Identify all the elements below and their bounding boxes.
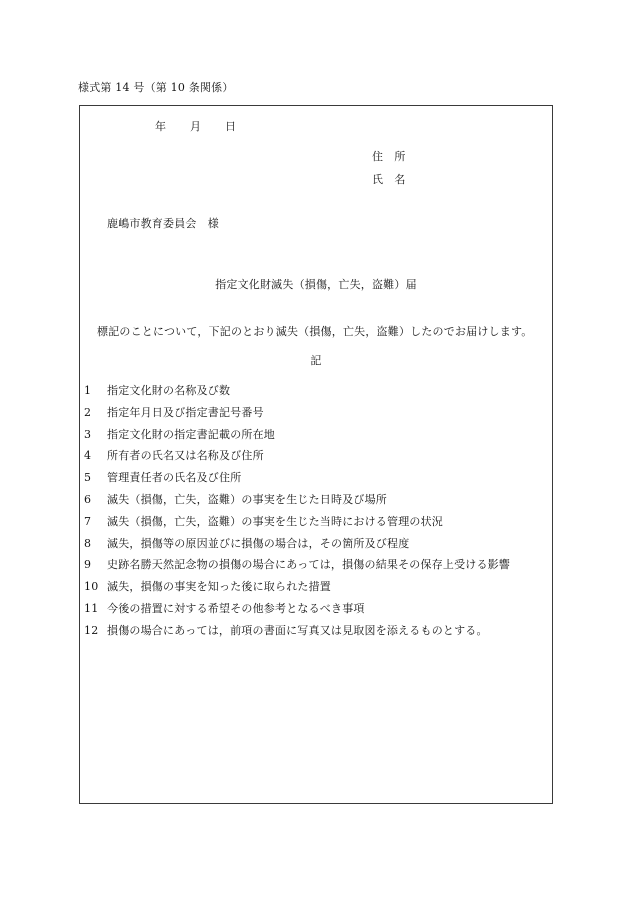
item-number: 1 <box>84 384 92 397</box>
item-number: 11 <box>84 601 99 615</box>
item-number: 9 <box>84 558 92 572</box>
list-item <box>80 402 552 424</box>
list-item <box>80 598 552 620</box>
item-number: 12 <box>84 623 99 637</box>
item-number: 7 <box>84 514 92 528</box>
form-number-header: 様式第 14 号（第 10 条関係） <box>78 81 234 94</box>
list-item <box>80 380 552 402</box>
item-text: 所有者の氏名又は名称及び住所 <box>107 449 264 463</box>
item-text: 今後の措置に対する希望その他参考となるべき事項 <box>107 601 365 615</box>
date-year-label: 年 <box>155 120 167 133</box>
particulars-list <box>80 380 552 642</box>
list-item <box>80 576 552 598</box>
item-number: 3 <box>84 427 92 441</box>
list-item <box>80 533 552 555</box>
name-label: 氏 名 <box>372 173 406 186</box>
list-item <box>80 467 552 489</box>
list-item <box>80 489 552 511</box>
item-text: 史跡名勝天然記念物の損傷の場合にあっては，損傷の結果その保存上受ける影響 <box>107 558 511 572</box>
item-number: 10 <box>84 580 99 594</box>
item-number: 2 <box>84 405 92 419</box>
item-text: 管理責任者の氏名及び住所 <box>107 471 242 485</box>
form-box <box>79 105 553 804</box>
item-text: 損傷の場合にあっては，前項の書面に写真又は見取図を添えるものとする。 <box>107 623 488 637</box>
address-label: 住 所 <box>372 150 406 163</box>
list-item <box>80 424 552 446</box>
item-text: 指定文化財の名称及び数 <box>107 384 231 397</box>
item-text: 指定年月日及び指定書記号番号 <box>107 405 264 419</box>
list-item <box>80 620 552 642</box>
date-day-label: 日 <box>225 120 237 133</box>
date-month-label: 月 <box>190 120 202 133</box>
document-title: 指定文化財滅失（損傷，亡失，盗難）届 <box>215 278 417 291</box>
list-item <box>80 554 552 576</box>
list-item <box>80 511 552 533</box>
item-text: 滅失（損傷，亡失，盗難）の事実を生じた当時における管理の状況 <box>107 514 443 528</box>
item-text: 指定文化財の指定書記載の所在地 <box>107 427 275 441</box>
recipient-line: 鹿嶋市教育委員会 様 <box>107 217 219 230</box>
item-number: 8 <box>84 536 92 550</box>
item-text: 滅失，損傷等の原因並びに損傷の場合は，その箇所及び程度 <box>107 536 410 550</box>
item-text: 滅失，損傷の事実を知った後に取られた措置 <box>107 580 331 594</box>
item-number: 6 <box>84 492 92 506</box>
body-text: 標記のことについて，下記のとおり滅失（損傷，亡失，盗難）したのでお届けします。 <box>97 325 533 338</box>
item-number: 5 <box>84 471 92 485</box>
list-item <box>80 445 552 467</box>
particulars-heading: 記 <box>310 354 322 367</box>
item-text: 滅失（損傷，亡失，盗難）の事実を生じた日時及び場所 <box>107 492 387 506</box>
item-number: 4 <box>84 449 92 463</box>
